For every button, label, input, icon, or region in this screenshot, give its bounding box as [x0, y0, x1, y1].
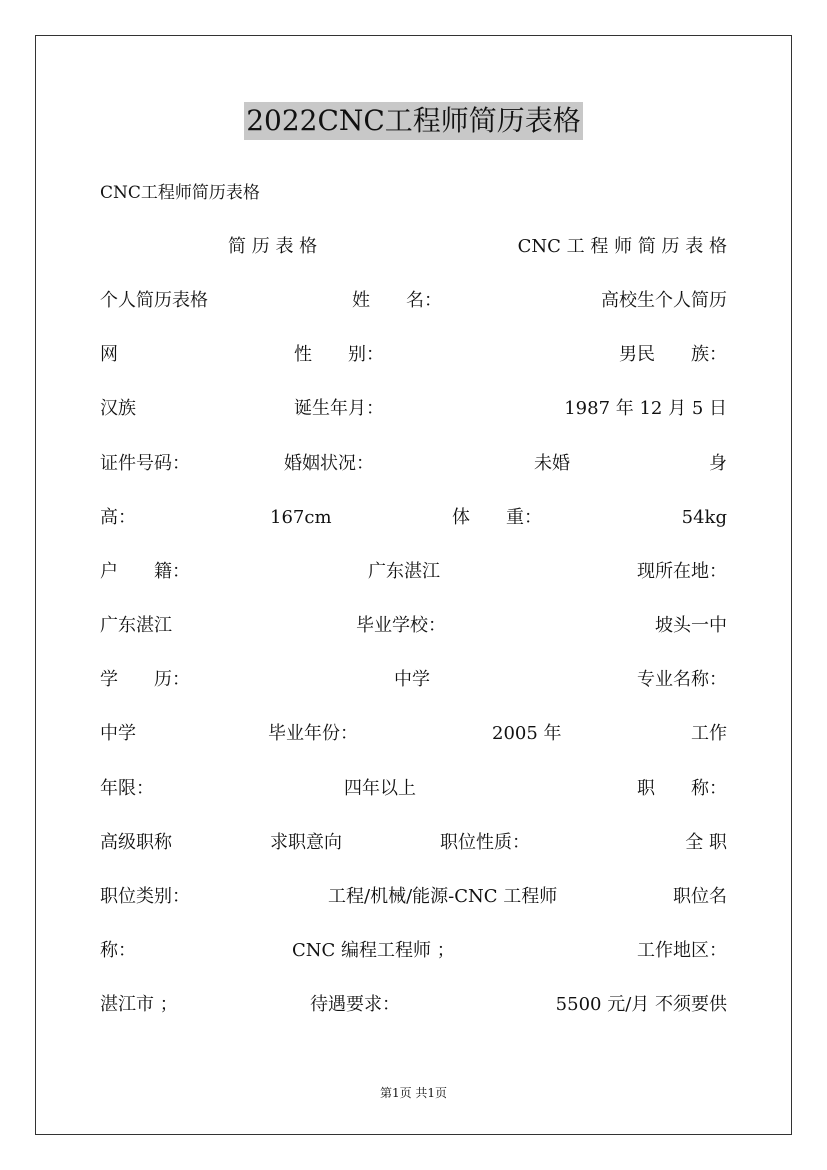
row-4-cell-2: 未婚	[534, 453, 570, 474]
row-2-cell-1: 性 别：	[294, 344, 384, 365]
row-6-cell-0: 户 籍：	[100, 561, 190, 582]
row-11-cell-2: 职位性质：	[440, 832, 530, 853]
row-13-cell-1: CNC 编程工程师 ；	[292, 940, 455, 961]
resume-row-14	[100, 993, 727, 1017]
row-14-cell-2: 5500 元/月 不须要供	[555, 994, 727, 1015]
row-10-cell-2: 职 称：	[637, 778, 727, 799]
row-4-cell-3: 身	[709, 453, 727, 474]
resume-row-10	[100, 777, 727, 801]
row-9-cell-3: 工作	[691, 723, 727, 744]
resume-row-12	[100, 885, 727, 909]
resume-row-4	[100, 452, 727, 476]
row-12-cell-1: 工程/机械/能源-CNC 工程师	[328, 886, 558, 907]
row-14-cell-1: 待遇要求：	[310, 994, 400, 1015]
row-2-cell-0: 网	[100, 344, 118, 365]
row-5-cell-1: 167cm	[270, 507, 332, 528]
row-11-cell-0: 高级职称	[100, 832, 172, 853]
page-number-footer: 第1页 共1页	[379, 1086, 448, 1100]
row-7-cell-0: 广东湛江	[100, 615, 172, 636]
row-8-cell-0: 学 历：	[100, 669, 190, 690]
resume-row-6	[100, 560, 727, 584]
row-5-cell-2: 体 重：	[452, 507, 542, 528]
row-8-cell-2: 专业名称：	[637, 669, 727, 690]
row-0-cell-0: 简 历 表 格	[228, 236, 318, 257]
row-13-cell-0: 称：	[100, 940, 136, 961]
row-9-cell-2: 2005 年	[492, 723, 562, 744]
resume-row-7	[100, 614, 727, 638]
row-6-cell-2: 现所在地：	[637, 561, 727, 582]
resume-row-13	[100, 939, 727, 963]
row-10-cell-1: 四年以上	[344, 778, 416, 799]
row-0-cell-1: CNC 工 程 师 简 历 表 格	[517, 236, 727, 257]
row-9-cell-1: 毕业年份：	[268, 723, 358, 744]
row-12-cell-0: 职位类别：	[100, 886, 190, 907]
resume-row-8	[100, 668, 727, 692]
row-9-cell-0: 中学	[100, 723, 136, 744]
row-5-cell-3: 54kg	[681, 507, 727, 528]
resume-row-11	[100, 831, 727, 855]
resume-row-9	[100, 722, 727, 746]
row-1-cell-2: 高校生个人简历	[601, 290, 727, 311]
row-10-cell-0: 年限：	[100, 778, 154, 799]
row-12-cell-2: 职位名	[673, 886, 727, 907]
resume-row-1	[100, 289, 727, 313]
document-subtitle: CNC工程师简历表格	[100, 183, 260, 203]
resume-row-2	[100, 343, 727, 367]
row-3-cell-2: 1987 年 12 月 5 日	[564, 398, 727, 419]
row-2-cell-2: 男民 族：	[619, 344, 727, 365]
row-8-cell-1: 中学	[394, 669, 430, 690]
row-5-cell-0: 高：	[100, 507, 136, 528]
row-11-cell-3: 全 职	[685, 832, 727, 853]
row-11-cell-1: 求职意向	[270, 832, 342, 853]
row-4-cell-1: 婚姻状况：	[284, 453, 374, 474]
document-title: 2022CNC工程师简历表格	[244, 102, 583, 140]
row-14-cell-0: 湛江市 ；	[100, 994, 178, 1015]
row-7-cell-1: 毕业学校：	[356, 615, 446, 636]
row-3-cell-0: 汉族	[100, 398, 136, 419]
row-7-cell-2: 坡头一中	[655, 615, 727, 636]
resume-row-3	[100, 397, 727, 421]
row-4-cell-0: 证件号码：	[100, 453, 190, 474]
row-3-cell-1: 诞生年月：	[294, 398, 384, 419]
title-container	[0, 102, 827, 140]
resume-row-5	[100, 506, 727, 530]
row-1-cell-1: 姓 名：	[352, 290, 442, 311]
resume-row-0	[100, 235, 727, 259]
row-13-cell-2: 工作地区：	[637, 940, 727, 961]
row-1-cell-0: 个人简历表格	[100, 290, 208, 311]
row-6-cell-1: 广东湛江	[368, 561, 440, 582]
